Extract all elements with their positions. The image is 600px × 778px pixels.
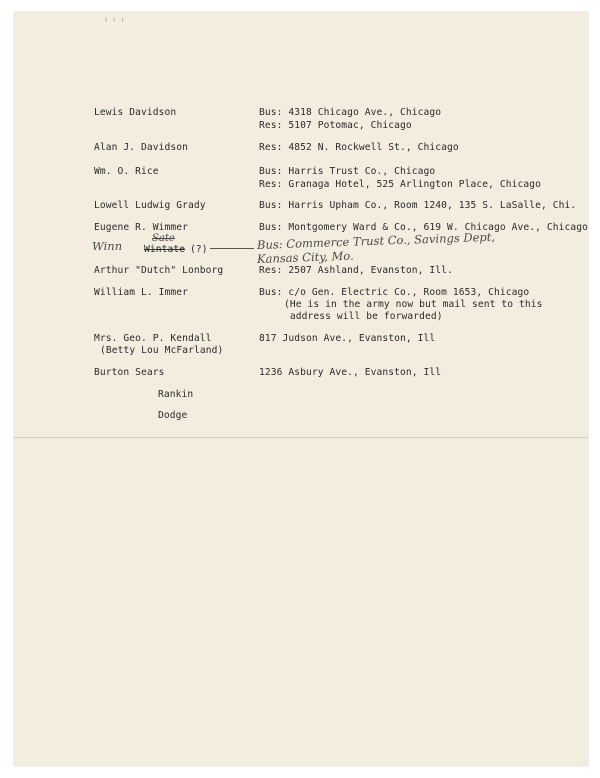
entry-address-line: Bus: Harris Trust Co., Chicago <box>259 166 436 177</box>
entry-address-line: Res: Granaga Hotel, 525 Arlington Place, Chicago <box>259 179 542 190</box>
entry-address-line: address will be forwarded) <box>284 311 443 322</box>
entry-name-secondary: (Betty Lou McFarland) <box>100 345 224 356</box>
entry-address-line: 817 Judson Ave., Evanston, Ill <box>259 333 436 344</box>
entry-name: Mrs. Geo. P. Kendall <box>94 333 212 344</box>
handwritten-connector-line <box>210 248 254 249</box>
handwritten-struck-word: Sate <box>152 233 175 244</box>
handwritten-name: Winn <box>92 239 123 253</box>
entry-address-line: Res: 2507 Ashland, Evanston, Ill. <box>259 265 453 276</box>
entry-address-line: Bus: Harris Upham Co., Room 1240, 135 S. LaSalle, Chi. <box>259 200 577 211</box>
paper-fold-line <box>14 437 588 438</box>
handwritten-address-line: Bus: Commerce Trust Co., Savings Dept, <box>256 229 496 252</box>
entry-name: Lowell Ludwig Grady <box>94 200 206 211</box>
entry-name: Arthur "Dutch" Lonborg <box>94 265 224 276</box>
entry-name: Alan J. Davidson <box>94 142 189 153</box>
entry-name: Eugene R. Wimmer <box>94 222 189 233</box>
entry-address-line: (He is in the army now but mail sent to this <box>284 299 543 310</box>
entry-address-line: Bus: c/o Gen. Electric Co., Room 1653, Chicago <box>259 287 530 298</box>
entry-address-line: Res: 5107 Potomac, Chicago <box>259 120 412 131</box>
entry-name: William L. Immer <box>94 287 189 298</box>
entry-name: Dodge <box>158 410 188 421</box>
entry-name: Lewis Davidson <box>94 107 177 118</box>
entry-address-line: Bus: Montgomery Ward & Co., 619 W. Chicago Ave., Chicago <box>259 222 589 233</box>
entry-address-line: 1236 Asbury Ave., Evanston, Ill <box>259 367 442 378</box>
entry-name: Burton Sears <box>94 367 165 378</box>
margin-marks: ' ' ' <box>104 16 125 32</box>
entry-name: Wm. O. Rice <box>94 166 159 177</box>
entry-address-line: Bus: 4318 Chicago Ave., Chicago <box>259 107 442 118</box>
document-page <box>14 12 588 766</box>
entry-name: Rankin <box>158 389 194 400</box>
handwritten-address-line: Kansas City, Mo. <box>256 248 354 266</box>
query-mark: (?) <box>190 244 208 255</box>
struck-typed-word: Wintate <box>144 244 186 255</box>
entry-address-line: Res: 4852 N. Rockwell St., Chicago <box>259 142 459 153</box>
